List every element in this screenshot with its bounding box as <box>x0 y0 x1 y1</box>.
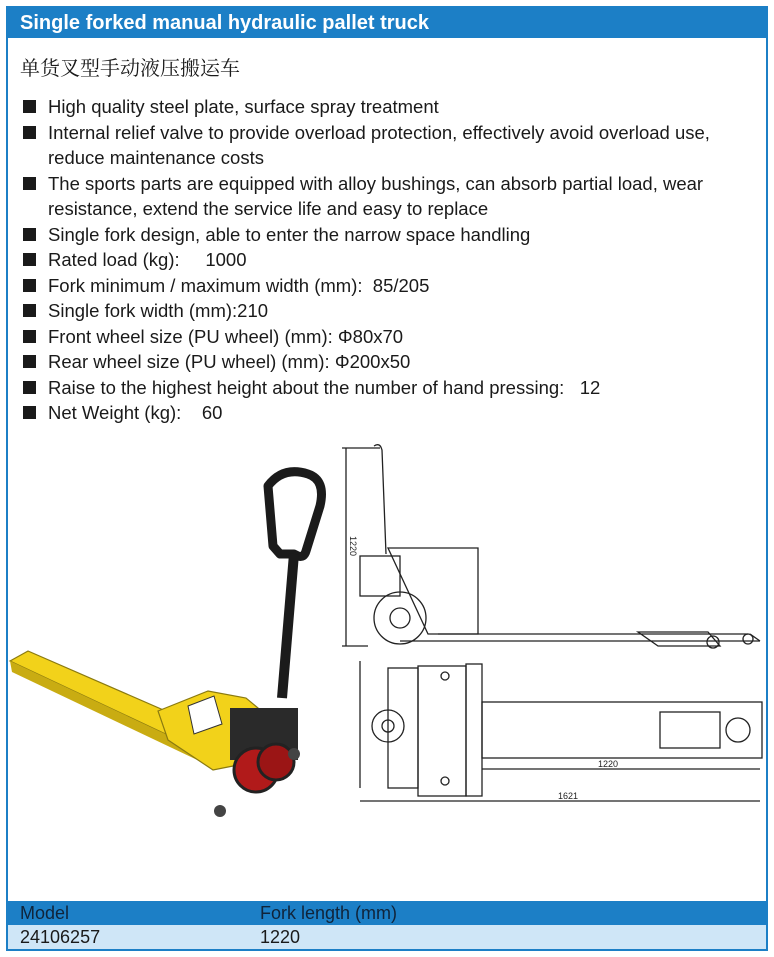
column-header-model: Model <box>20 903 70 923</box>
table-row <box>8 925 766 949</box>
product-title: Single forked manual hydraulic pallet truck <box>8 8 766 38</box>
feature-item: Net Weight (kg): 60 <box>22 400 762 426</box>
square-bullet-icon <box>23 126 36 139</box>
feature-item: Internal relief valve to provide overload protection, effectively avoid overload use, reduce maintenance costs <box>22 120 762 171</box>
product-figure <box>8 436 768 896</box>
feature-item: The sports parts are equipped with alloy bushings, can absorb partial load, wear resistance, extend the service life and easy to replace <box>22 171 762 222</box>
square-bullet-icon <box>23 228 36 241</box>
square-bullet-icon <box>23 253 36 266</box>
square-bullet-icon <box>23 330 36 343</box>
square-bullet-icon <box>23 279 36 292</box>
product-subtitle-cn: 单货叉型手动液压搬运车 <box>20 56 240 80</box>
square-bullet-icon <box>23 177 36 190</box>
total-length-dimension: 1621 <box>558 791 579 801</box>
square-bullet-icon <box>23 406 36 419</box>
square-bullet-icon <box>23 304 36 317</box>
fork-dimension: 1220 <box>598 759 619 769</box>
pallet-truck-photo <box>10 472 322 817</box>
cell-fork-length: 1220 <box>260 927 301 947</box>
product-card <box>6 6 768 951</box>
feature-item: Single fork width (mm):210 <box>22 298 762 324</box>
feature-item: Raise to the highest height about the number of hand pressing: 12 <box>22 375 762 401</box>
feature-item: Single fork design, able to enter the narrow space handling <box>22 222 762 248</box>
height-dimension: 1220 <box>348 536 358 557</box>
square-bullet-icon <box>23 381 36 394</box>
spec-table <box>8 901 766 949</box>
column-header-fork-length: Fork length (mm) <box>260 903 398 923</box>
square-bullet-icon <box>23 100 36 113</box>
feature-list <box>22 94 762 426</box>
side-view-drawing <box>342 445 760 648</box>
feature-item: High quality steel plate, surface spray treatment <box>22 94 762 120</box>
feature-item: Front wheel size (PU wheel) (mm): Φ80x70 <box>22 324 762 350</box>
feature-item: Fork minimum / maximum width (mm): 85/205 <box>22 273 762 299</box>
feature-item: Rated load (kg): 1000 <box>22 247 762 273</box>
top-view-drawing <box>360 661 762 801</box>
feature-item: Rear wheel size (PU wheel) (mm): Φ200x50 <box>22 349 762 375</box>
square-bullet-icon <box>23 355 36 368</box>
cell-model: 24106257 <box>20 927 101 947</box>
table-header-row <box>8 901 766 925</box>
